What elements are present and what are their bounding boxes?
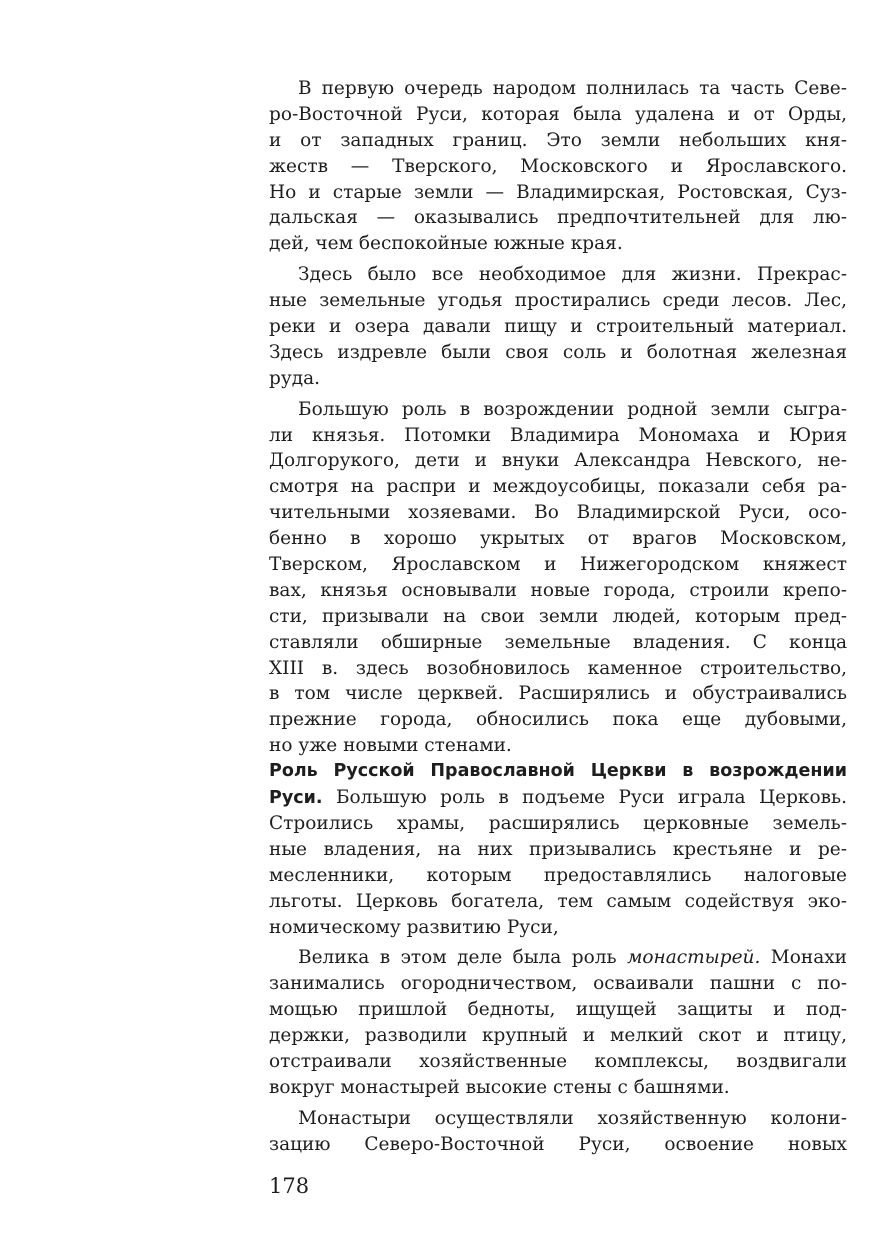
text-line: в том числе церквей. Расширялись и обустраивались [269,683,847,705]
text-line: но уже новыми стенами. [269,735,512,757]
text-line: Монастыри осуществляли хозяйственную колони- [298,1107,847,1129]
text-line: и от западных границ. Это земли небольших кня- [269,129,847,151]
text-line: Здесь было все необходимое для жизни. Прекрас- [298,264,847,286]
italic-term: монастырей. [627,947,761,969]
text-line [269,945,847,971]
text-line: ро-Восточной Руси, которая была удалена и от Орды, [269,103,847,125]
text-line: номическому развитию Руси, [269,916,559,938]
text-line: дей, чем беспокойные южные края. [269,233,623,255]
text-line: вокруг монастырей высокие стены с башнями. [269,1076,730,1098]
paragraph-5 [269,945,847,1100]
text-line: чительными хозяевами. Во Владимирской Руси, осо- [269,502,847,524]
text-line: В первую очередь народом полнилась та часть Севе- [298,78,847,99]
text-line: смотря на распри и междоусобицы, показали себя ра- [269,476,847,498]
text-line: XIII в. здесь возобновилось каменное строительство, [269,657,847,679]
text-span: Большую роль в подъеме Руси играла Церковь. [322,787,847,809]
paragraph-6 [269,1106,847,1158]
text-line: руда. [269,367,321,389]
text-line: вах, князья основывали новые города, строили крепо- [269,579,847,601]
section-heading: Роль Русской Православной Церкви в возрождении [269,761,847,782]
paragraph-4 [269,759,847,940]
paragraph-3 [269,397,847,759]
page-number: 178 [269,1174,310,1198]
text-line: ставляли обширные земельные владения. С конца [269,631,847,653]
paragraph-2 [269,262,847,391]
text-span: Монахи [760,947,847,969]
text-line: Тверском, Ярославском и Нижегородском княжест [269,554,847,576]
text-line: ли князья. Потомки Владимира Мономаха и Юрия [269,424,847,446]
text-line: ные земельные угодья простирались среди лесов. Лес, [269,290,847,312]
text-line: ные владения, на них призывались крестьяне и ре- [269,838,847,860]
text-line: реки и озера давали пищу и строительный материал. [269,316,847,338]
text-line: Здесь издревле были своя соль и болотная железная [269,341,847,363]
text-line: Долгорукого, дети и внуки Александра Невского, не- [269,450,847,472]
text-line: зацию Северо-Восточной Руси, освоение новых [269,1133,847,1155]
page-body [269,76,847,1158]
text-line: Но и старые земли — Владимирская, Ростовская, Суз- [269,181,847,203]
text-line: жеств — Тверского, Московского и Ярославского. [269,155,847,177]
section-heading-end: Руси. [269,788,323,809]
text-line: Строились храмы, расширялись церковные земель- [269,812,847,834]
text-line [269,785,847,811]
text-line: сти, призывали на свои земли людей, которым пред- [269,605,847,627]
text-line: держки, разводили крупный и мелкий скот и птицу, [269,1025,847,1047]
text-line: Большую роль в возрождении родной земли сыгра- [298,398,847,420]
text-line: отстраивали хозяйственные комплексы, воздвигали [269,1050,847,1072]
text-line: дальская — оказывались предпочтительней для лю- [269,207,847,229]
text-line: занимались огородничеством, осваивали пашни с по- [269,973,847,995]
text-line: бенно в хорошо укрытых от врагов Московском, [269,528,847,550]
paragraph-1 [269,76,847,257]
text-line: месленники, которым предоставлялись налоговые [269,864,847,886]
text-line: прежние города, обносились пока еще дубовыми, [269,709,847,731]
text-line: мощью пришлой бедноты, ищущей защиты и под- [269,999,847,1021]
text-span: Велика в этом деле была роль [298,947,628,969]
text-line: льготы. Церковь богатела, тем самым содействуя эко- [269,890,847,912]
